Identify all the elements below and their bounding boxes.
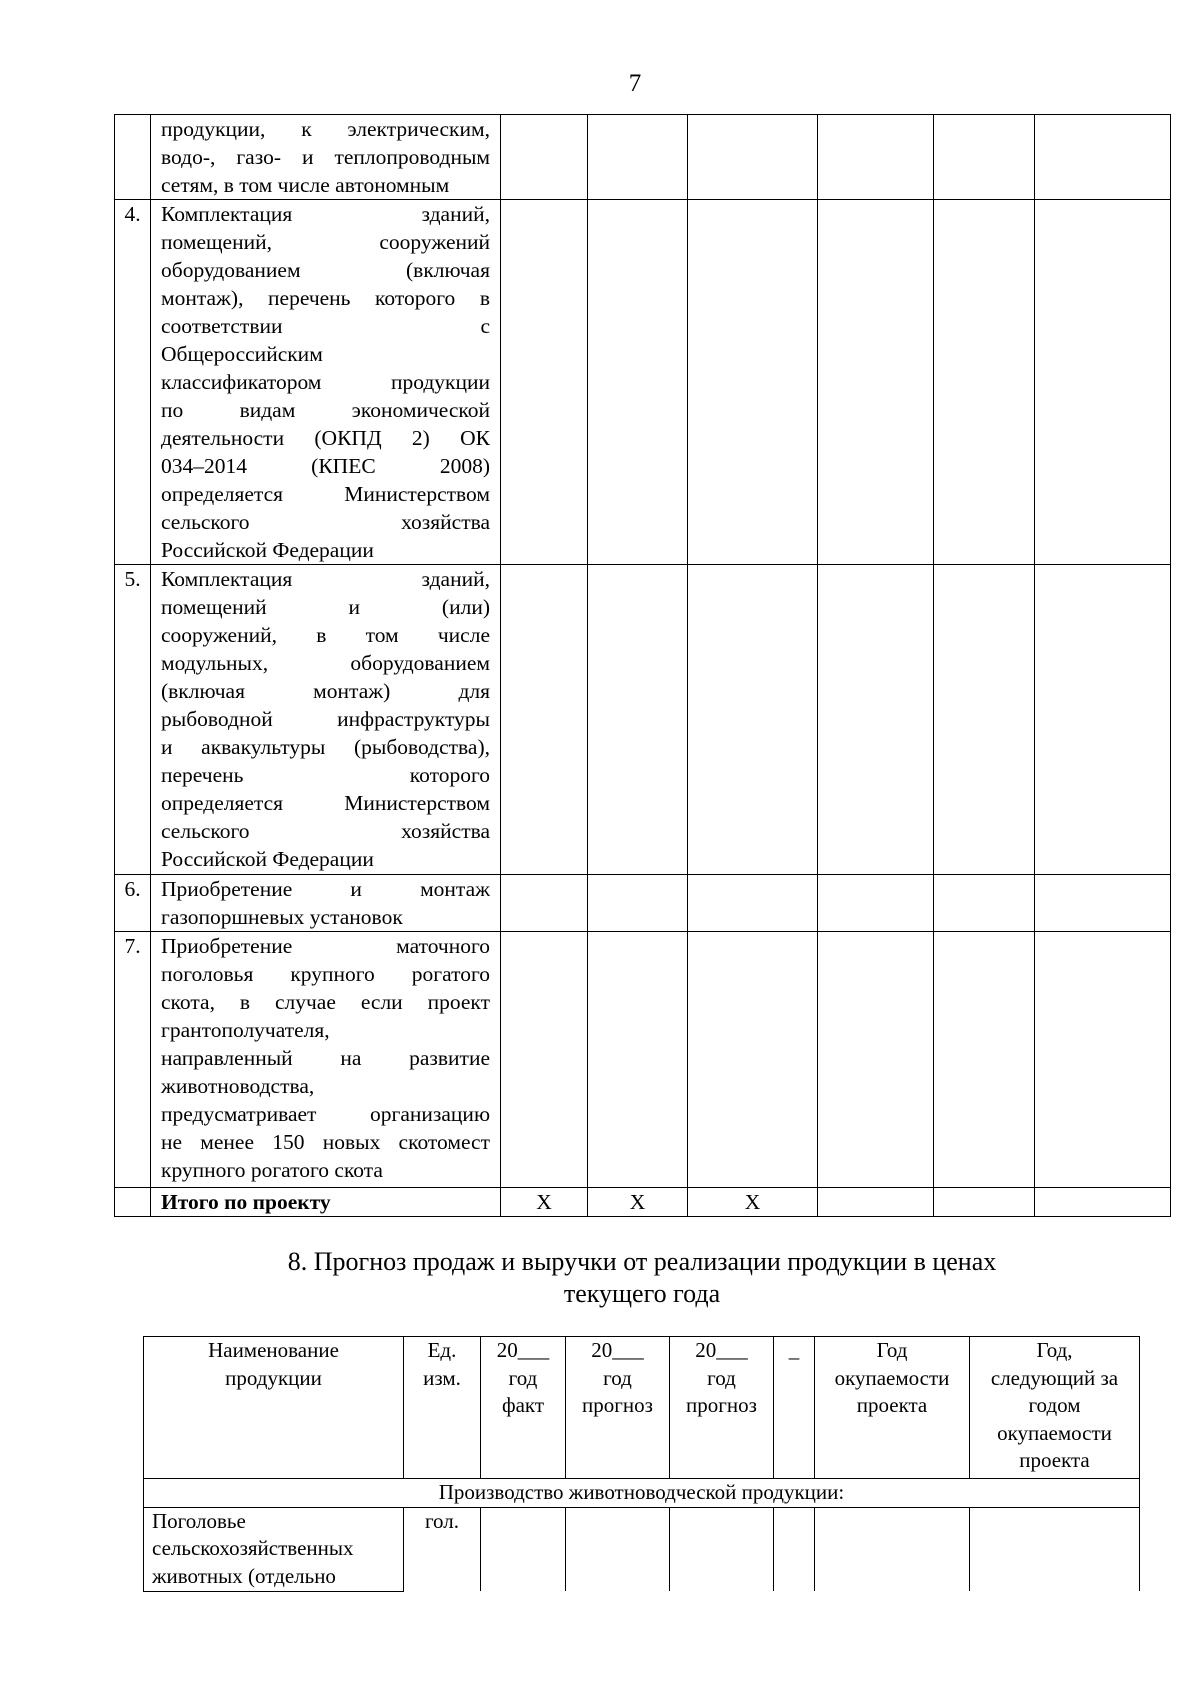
table-row <box>115 565 1171 875</box>
column-header <box>774 1337 815 1479</box>
value-cell <box>815 1507 970 1591</box>
column-header <box>481 1337 566 1479</box>
total-mark <box>934 1188 1035 1217</box>
value-cell <box>588 565 688 875</box>
column-header <box>815 1337 970 1479</box>
description-line: классификатором продукции <box>161 370 490 394</box>
header-line: проекта <box>1019 1448 1090 1472</box>
header-line: продукции <box>225 1365 322 1390</box>
description-line: Российской Федерации <box>161 538 374 562</box>
header-line: _ <box>788 1338 800 1362</box>
header-line: год <box>707 1365 736 1390</box>
description-line: соответствии с <box>161 314 490 338</box>
row-number: 6. <box>115 875 151 932</box>
value-cell <box>688 115 818 200</box>
value-cell <box>588 932 688 1188</box>
header-line: Ед. <box>427 1338 457 1362</box>
description-line: (включая монтаж) для <box>161 679 490 703</box>
description-line: сетям, в том числе автономным <box>161 173 450 197</box>
value-cell <box>1035 200 1171 565</box>
header-line: следующий за <box>990 1365 1119 1390</box>
description-line: сооружений, в том числе <box>161 623 490 647</box>
header-line: прогноз <box>686 1393 757 1417</box>
table-row <box>115 115 1171 200</box>
description-line: помещений и (или) <box>161 595 490 619</box>
description-line: Комплектация зданий, <box>161 567 490 591</box>
description-line: животноводства, <box>161 1074 315 1098</box>
total-label: Итого по проекту <box>151 1188 501 1217</box>
description-line: монтаж), перечень которого в <box>161 286 490 310</box>
value-cell <box>818 932 934 1188</box>
header-line: Наименование <box>208 1338 339 1362</box>
description-line: Общероссийским <box>161 342 323 366</box>
description-line: перечень которого <box>161 763 490 787</box>
row-number <box>115 115 151 200</box>
description-line: 034–2014 (КПЕС 2008) <box>161 454 490 478</box>
description-line: Российской Федерации <box>161 847 374 871</box>
description-line: крупного рогатого скота <box>161 1158 383 1182</box>
header-line: проекта <box>856 1393 928 1417</box>
value-cell <box>818 115 934 200</box>
column-header <box>404 1337 481 1479</box>
page-number: 7 <box>628 70 642 97</box>
header-line: год <box>508 1365 538 1390</box>
description-line: сельского хозяйства <box>161 510 490 534</box>
sales-forecast-table <box>143 1336 1140 1592</box>
value-cell <box>501 115 588 200</box>
value-cell <box>566 1507 670 1591</box>
description-line: по видам экономической <box>161 398 490 422</box>
row-description <box>151 875 501 932</box>
description-line: направленный на развитие <box>161 1046 490 1070</box>
row-description <box>151 200 501 565</box>
description-line: сельского хозяйства <box>161 819 490 843</box>
value-cell <box>1035 932 1171 1188</box>
table-row <box>144 1507 1140 1591</box>
value-cell <box>501 565 588 875</box>
row-number <box>115 1188 151 1217</box>
unit-cell: гол. <box>404 1507 481 1591</box>
value-cell <box>481 1507 566 1591</box>
value-cell <box>774 1507 815 1591</box>
header-line: окупаемости <box>834 1365 950 1390</box>
header-line: 20___ <box>496 1338 550 1362</box>
description-line: Комплектация зданий, <box>161 202 490 226</box>
value-cell <box>688 932 818 1188</box>
description-line: и аквакультуры (рыбоводства), <box>161 735 490 759</box>
value-cell <box>688 200 818 565</box>
value-cell <box>934 200 1035 565</box>
value-cell <box>501 875 588 932</box>
description-line: деятельности (ОКПД 2) ОК <box>161 426 490 450</box>
description-line: скота, в случае если проект <box>161 990 490 1014</box>
value-cell <box>688 875 818 932</box>
value-cell <box>588 115 688 200</box>
value-cell <box>1035 875 1171 932</box>
total-mark <box>818 1188 934 1217</box>
description-line: определяется Министерством <box>161 791 490 815</box>
value-cell <box>670 1507 774 1591</box>
header-line: Год <box>876 1338 908 1362</box>
header-line: прогноз <box>582 1393 653 1417</box>
row-number: 7. <box>115 932 151 1188</box>
description-line: поголовья крупного рогатого <box>161 962 490 986</box>
description-line: Приобретение маточного <box>161 934 490 958</box>
header-line: окупаемости <box>997 1420 1112 1445</box>
value-cell <box>1035 565 1171 875</box>
section-label: Производство животноводческой продукции: <box>144 1479 1140 1508</box>
name-line: животных (отдельно <box>152 1563 336 1588</box>
section-8-title <box>114 1246 1170 1310</box>
header-line: Год, <box>1036 1338 1073 1362</box>
description-line: предусматривает организацию <box>161 1102 490 1126</box>
value-cell <box>818 200 934 565</box>
row-description <box>151 115 501 200</box>
value-cell <box>501 932 588 1188</box>
description-line: продукции, к электрическим, <box>161 117 490 141</box>
header-line: год <box>603 1365 632 1390</box>
value-cell <box>688 565 818 875</box>
description-line: водо-, газо- и теплопроводным <box>161 145 490 169</box>
table-row <box>115 932 1171 1188</box>
description-line: Приобретение и монтаж <box>161 877 490 901</box>
table-row <box>115 200 1171 565</box>
column-header <box>144 1337 404 1479</box>
value-cell <box>970 1507 1140 1591</box>
header-line: факт <box>501 1393 545 1417</box>
total-mark: X <box>688 1188 818 1217</box>
value-cell <box>934 875 1035 932</box>
description-line: помещений, сооружений <box>161 230 490 254</box>
description-line: грантополучателя, <box>161 1018 330 1042</box>
value-cell <box>934 565 1035 875</box>
row-description <box>151 565 501 875</box>
project-costs-table <box>114 114 1171 1217</box>
value-cell <box>501 200 588 565</box>
description-line: определяется Министерством <box>161 482 490 506</box>
title-line: 8. Прогноз продаж и выручки от реализации продукции в ценах <box>287 1247 997 1276</box>
column-header <box>970 1337 1140 1479</box>
header-line: 20___ <box>695 1338 748 1362</box>
value-cell <box>818 875 934 932</box>
description-line: оборудованием (включая <box>161 258 490 282</box>
value-cell <box>934 932 1035 1188</box>
value-cell <box>1035 115 1171 200</box>
name-line: сельскохозяйственных <box>152 1536 354 1560</box>
row-description <box>151 932 501 1188</box>
row-number: 4. <box>115 200 151 565</box>
title-line: текущего года <box>563 1279 721 1308</box>
value-cell <box>934 115 1035 200</box>
header-row <box>144 1337 1140 1479</box>
header-line: годом <box>1028 1393 1081 1417</box>
value-cell <box>818 565 934 875</box>
header-line: изм. <box>423 1365 461 1390</box>
total-mark: X <box>588 1188 688 1217</box>
description-line: рыбоводной инфраструктуры <box>161 707 490 731</box>
header-line: 20___ <box>591 1338 644 1362</box>
total-mark: X <box>501 1188 588 1217</box>
column-header <box>566 1337 670 1479</box>
description-line: не менее 150 новых скотомест <box>161 1130 490 1154</box>
column-header <box>670 1337 774 1479</box>
description-line: газопоршневых установок <box>161 905 403 929</box>
total-mark <box>1035 1188 1171 1217</box>
description-line: модульных, оборудованием <box>161 651 490 675</box>
total-row <box>115 1188 1171 1217</box>
table-row <box>115 875 1171 932</box>
section-row <box>144 1479 1140 1508</box>
product-name <box>144 1507 404 1591</box>
row-number: 5. <box>115 565 151 875</box>
value-cell <box>588 875 688 932</box>
name-line: Поголовье <box>152 1508 246 1533</box>
value-cell <box>588 200 688 565</box>
